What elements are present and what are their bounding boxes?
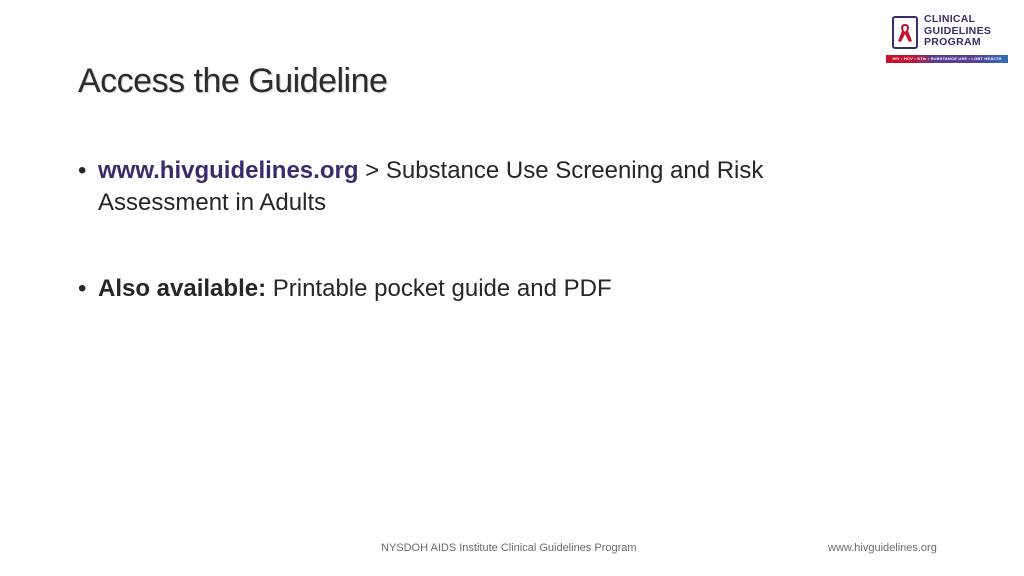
footer-program-name: NYSDOH AIDS Institute Clinical Guidelines Program	[381, 542, 637, 554]
bullet-item-also-available	[78, 273, 858, 305]
ribbon-badge	[892, 16, 918, 49]
bullet-list	[78, 155, 858, 305]
bullet-item-guideline-link	[78, 155, 858, 219]
logo-line-1: CLINICAL	[924, 13, 976, 25]
clinical-guidelines-program-logo	[886, 12, 1008, 64]
logo-line-2: GUIDELINES	[924, 24, 992, 37]
bullet-text: Printable pocket guide and PDF	[266, 275, 612, 302]
bullet-marker: •	[78, 275, 87, 302]
red-ribbon-icon	[897, 22, 913, 44]
footer-url[interactable]: www.hivguidelines.org	[828, 542, 937, 554]
slide-title: Access the Guideline	[78, 62, 388, 100]
logo-line-3: PROGRAM	[924, 36, 981, 48]
bullet-text: > Substance Use Screening and Risk Assessment in Adults	[98, 157, 764, 216]
logo-tagline-bar: HIV • HCV • STIs • SUBSTANCE USE • LGBT HEALTH	[886, 55, 1008, 63]
hivguidelines-link[interactable]: www.hivguidelines.org	[98, 157, 359, 184]
logo-wordmark	[924, 14, 991, 49]
bullet-marker: •	[78, 157, 87, 184]
also-available-label: Also available:	[98, 275, 267, 302]
